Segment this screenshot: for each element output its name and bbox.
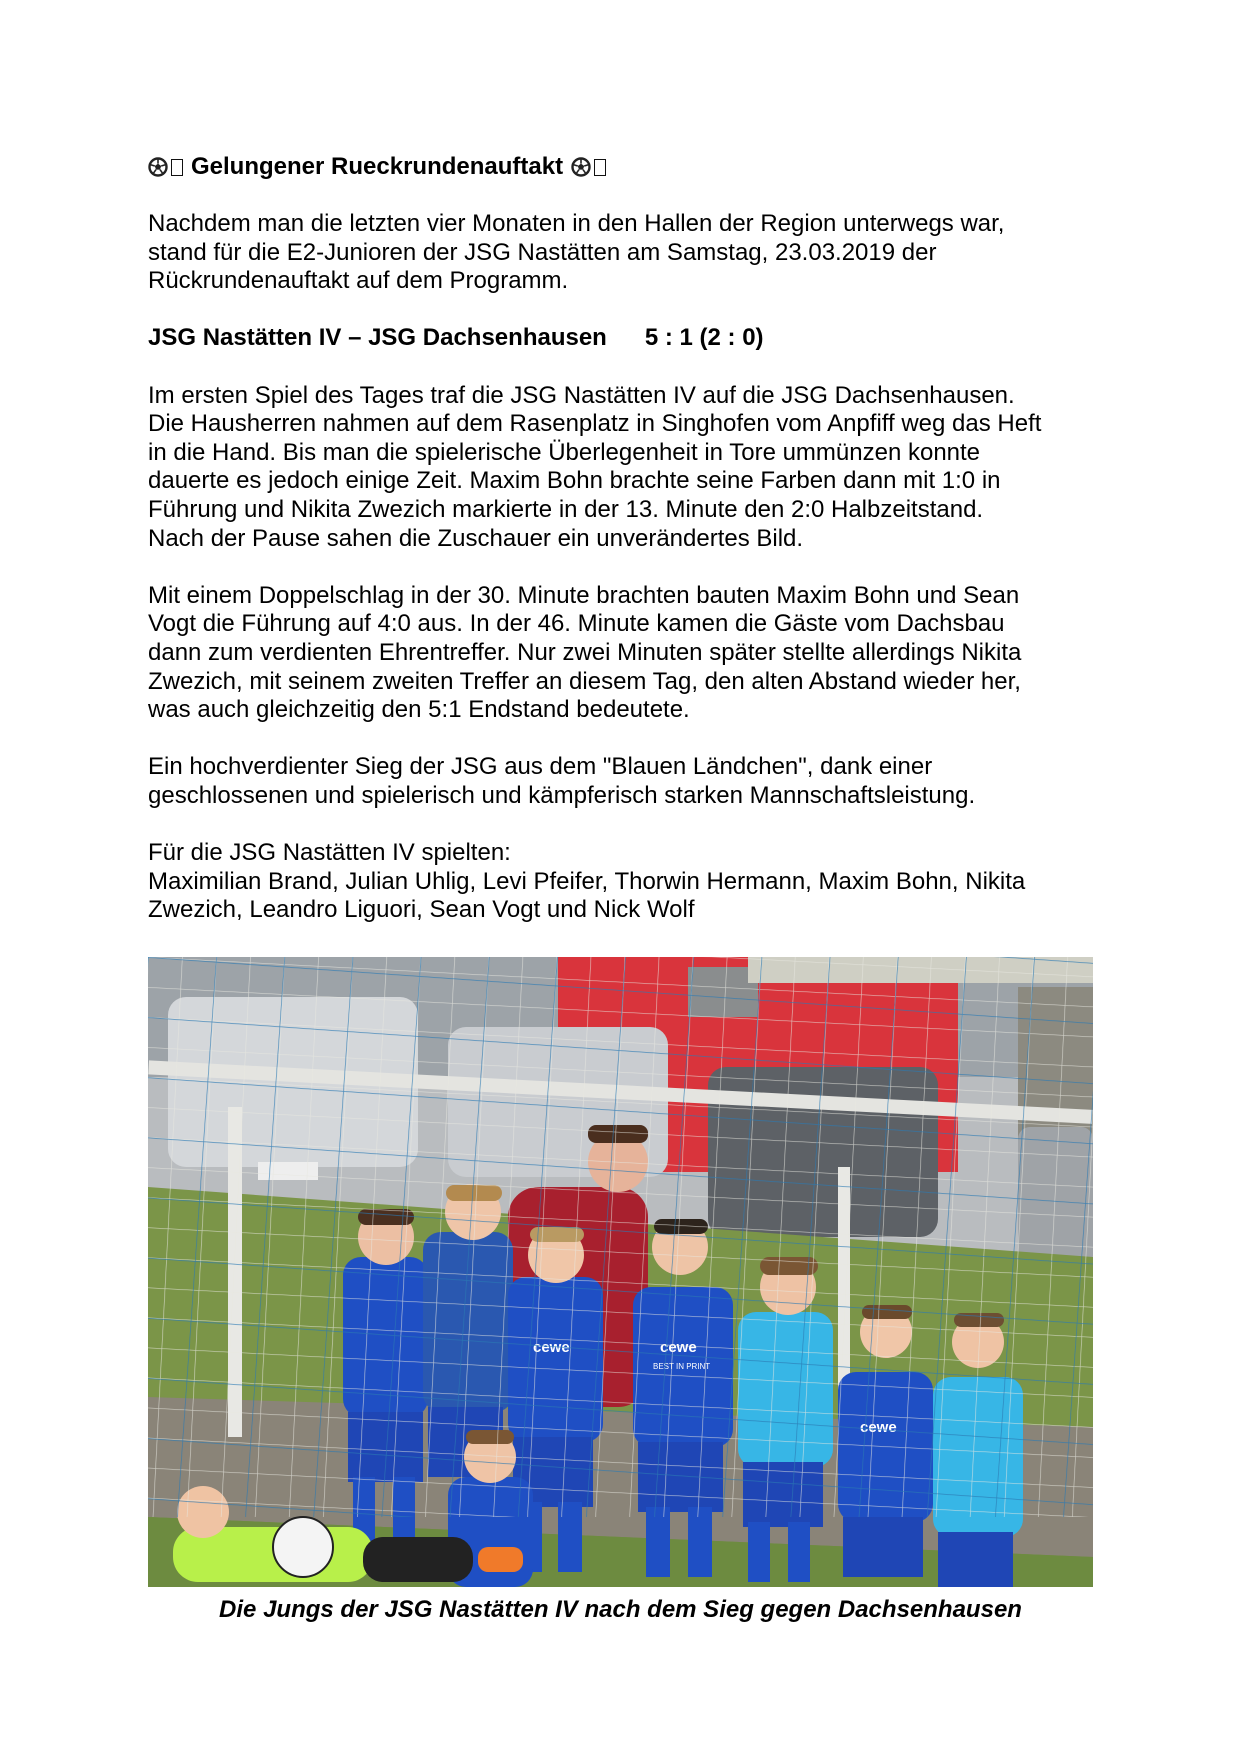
lineup-paragraph xyxy=(148,839,1108,925)
text-line: Die Hausherren nahmen auf dem Rasenplatz in Singhofen vom Anpfiff weg das Heft xyxy=(148,410,1042,438)
text-line: dann zum verdienten Ehrentreffer. Nur zwei Minuten später stellte allerdings Nikita xyxy=(148,638,1022,666)
paragraph-summary xyxy=(148,753,1108,810)
lineup-line: Maximilian Brand, Julian Uhlig, Levi Pfeifer, Thorwin Hermann, Maxim Bohn, Nikita xyxy=(148,867,1026,895)
team-photo-illustration xyxy=(148,957,1093,1587)
text-line: in die Hand. Bis man die spielerische Überlegenheit in Tore ummünzen konnte xyxy=(148,438,981,466)
text-line: Rückrundenauftakt auf dem Programm. xyxy=(148,267,569,295)
lineup-label: Für die JSG Nastätten IV spielten: xyxy=(148,839,511,867)
text-line: Führung und Nikita Zwezich markierte in der 13. Minute den 2:0 Halbzeitstand. xyxy=(148,495,984,523)
soccer-ball xyxy=(273,1517,333,1577)
text-line: Ein hochverdienter Sieg der JSG aus dem "Blauen Ländchen", dank einer xyxy=(148,753,933,781)
article-title xyxy=(148,153,606,181)
match-teams: JSG Nastätten IV – JSG Dachsenhausen xyxy=(148,324,607,352)
match-score: 5 : 1 (2 : 0) xyxy=(644,324,764,352)
text-line: dauerte es jedoch einige Zeit. Maxim Bohn brachte seine Farben dann mit 1:0 in xyxy=(148,467,1001,495)
missing-glyph-box xyxy=(171,159,183,176)
intro-paragraph xyxy=(148,210,1108,296)
text-line: Nachdem man die letzten vier Monaten in den Hallen der Region unterwegs war, xyxy=(148,210,1005,237)
missing-glyph-box xyxy=(594,159,606,176)
text-line: Mit einem Doppelschlag in der 30. Minute brachten bauten Maxim Bohn und Sean xyxy=(148,581,1020,609)
team-photo xyxy=(148,957,1093,1587)
text-line: Nach der Pause sahen die Zuschauer ein unverändertes Bild. xyxy=(148,524,804,552)
photo-caption: Die Jungs der JSG Nastätten IV nach dem Sieg gegen Dachsenhausen xyxy=(219,1596,1022,1623)
text-line: was auch gleichzeitig den 5:1 Endstand bedeutete. xyxy=(148,696,690,724)
soccer-ball-icon xyxy=(571,157,591,177)
match-heading xyxy=(148,324,1108,353)
text-line: Zwezich, mit seinem zweiten Treffer an diesem Tag, den alten Abstand wieder her, xyxy=(148,667,1021,695)
text-line: Vogt die Führung auf 4:0 aus. In der 46. Minute kamen die Gäste vom Dachsbau xyxy=(148,610,1005,638)
text-line: geschlossenen und spielerisch und kämpferisch starken Mannschaftsleistung. xyxy=(148,781,976,809)
title-text: Gelungener Rueckrundenauftakt xyxy=(191,153,564,180)
text-line: stand für die E2-Junioren der JSG Nastätten am Samstag, 23.03.2019 der xyxy=(148,238,937,266)
paragraph-first-half xyxy=(148,382,1108,554)
paragraph-second-half xyxy=(148,582,1108,725)
soccer-ball-icon xyxy=(148,157,168,177)
lineup-line: Zwezich, Leandro Liguori, Sean Vogt und Nick Wolf xyxy=(148,896,695,924)
article-body xyxy=(148,210,1108,925)
text-line: Im ersten Spiel des Tages traf die JSG Nastätten IV auf die JSG Dachsenhausen. xyxy=(148,381,1015,409)
